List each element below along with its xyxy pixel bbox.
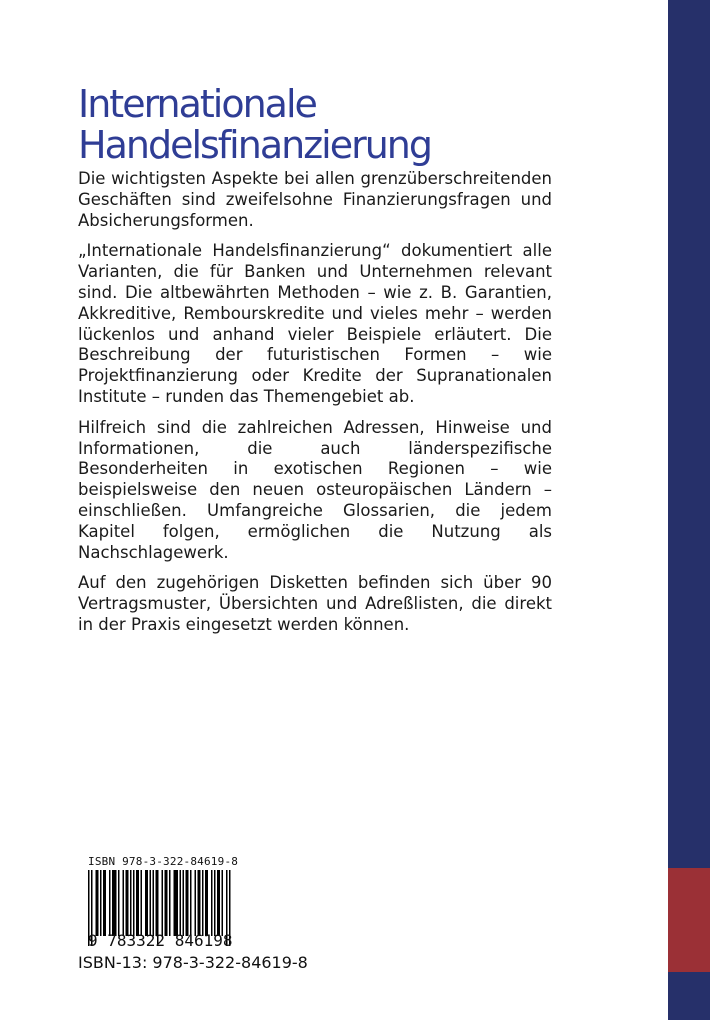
barcode-bar xyxy=(186,870,188,936)
blurb-paragraph-2: „Internationale Handelsfinanzierung“ dokumentiert alle Varianten, die für Banken und Unternehmen relevant sind. Die altbewährten Methoden – wie z. B. Garantien, Akkreditive, Rembourskredite und vieles mehr – werden lückenlos und anhand vieler Beispiele erläutert. Die Beschreibung der futuristischen Formen – wie Projektfinanzierung oder Kredite der Supranationalen Institute – runden das Themengebiet ab. xyxy=(78,241,552,406)
barcode-bar xyxy=(222,870,224,936)
barcode-bar xyxy=(136,870,138,936)
barcode-isbn-label: ISBN 978-3-322-84619-8 xyxy=(88,855,239,868)
barcode-bar xyxy=(97,870,99,936)
barcode-bar xyxy=(138,870,140,936)
barcode-bar xyxy=(123,870,125,936)
barcode-bar xyxy=(103,870,105,936)
barcode-bar xyxy=(214,870,216,936)
barcode-bar xyxy=(211,870,213,936)
barcode-bar xyxy=(141,870,143,936)
barcode-bar xyxy=(156,870,158,936)
barcode-bar xyxy=(177,870,179,936)
spine-accent-band xyxy=(668,868,710,972)
barcode-bar xyxy=(217,870,219,936)
spine-bar xyxy=(668,0,710,1020)
barcode-bar xyxy=(100,870,102,936)
barcode-bar xyxy=(130,870,132,936)
barcode-bar xyxy=(190,870,192,936)
barcode-bar xyxy=(195,870,197,936)
barcode-bar xyxy=(96,870,98,936)
barcode-bar xyxy=(127,870,129,936)
blurb-paragraph-3: Hilfreich sind die zahlreichen Adressen, Hinweise und Informationen, die auch länderspezifische Besonderheiten in exotischen Regionen – wie beispielsweise den neuen osteuropäischen Ländern – einschließen. Umfangreiche Glossarien, die jedem Kapitel folgen, ermöglichen die Nutzung als Nachschlagewerk. xyxy=(78,417,552,562)
barcode-bar xyxy=(205,870,207,936)
barcode-bar xyxy=(145,870,147,936)
barcode-bar xyxy=(109,870,111,936)
barcode-bar xyxy=(115,870,117,936)
barcode-bar xyxy=(180,870,182,936)
barcode-bar xyxy=(147,870,149,936)
barcode-bar xyxy=(198,870,200,936)
barcode-bar xyxy=(219,870,221,936)
blurb xyxy=(78,169,552,646)
barcode-bar xyxy=(175,870,177,936)
blurb-paragraph-1: Die wichtigsten Aspekte bei allen grenzüberschreitenden Geschäften sind zweifelsohne Finanzierungsfragen und Absicherungsformen. xyxy=(78,169,552,230)
book-title xyxy=(78,84,638,166)
barcode-bar xyxy=(187,870,189,936)
book-title-line-1: Internationale xyxy=(78,82,316,126)
book-title-line-2: Handelsfinanzierung xyxy=(78,123,431,167)
barcode-bar xyxy=(202,870,204,936)
barcode-bar xyxy=(174,870,176,936)
barcode-bar xyxy=(165,870,167,936)
barcode-bar xyxy=(105,870,107,936)
barcode-block xyxy=(88,855,248,950)
barcode-bar xyxy=(183,870,185,936)
barcode-bar xyxy=(126,870,128,936)
barcode-bar xyxy=(112,870,114,936)
barcode-digits: 9 783322 846198 xyxy=(88,931,233,950)
barcode-bar xyxy=(118,870,120,936)
barcode-bar xyxy=(166,870,168,936)
barcode-bar xyxy=(207,870,209,936)
barcode-bar xyxy=(150,870,152,936)
barcode-bar xyxy=(114,870,116,936)
barcode-bar xyxy=(133,870,135,936)
barcode-bar xyxy=(169,870,171,936)
isbn-13: ISBN-13: 978-3-322-84619-8 xyxy=(78,953,308,972)
barcode-bar xyxy=(162,870,164,936)
barcode-bar xyxy=(153,870,155,936)
barcode-bar xyxy=(199,870,201,936)
blurb-paragraph-4: Auf den zugehörigen Disketten befinden sich über 90 Vertragsmuster, Übersichten und Adreßlisten, die direkt in der Praxis eingesetzt werden können. xyxy=(78,573,552,634)
